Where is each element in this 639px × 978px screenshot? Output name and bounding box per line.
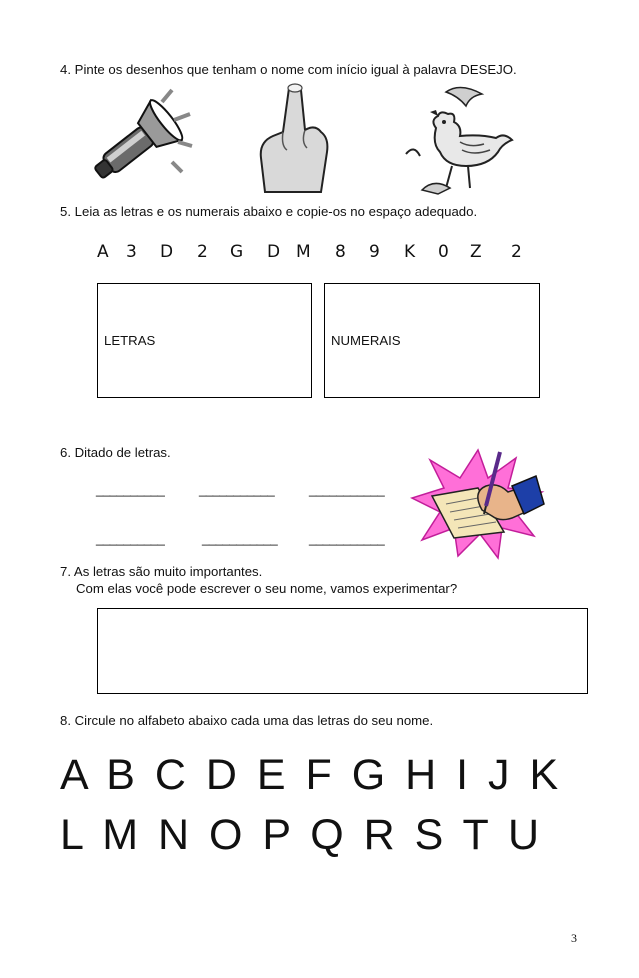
finger-icon	[255, 80, 335, 192]
question-6-text: 6. Ditado de letras.	[60, 445, 171, 460]
letters-box-label: LETRAS	[104, 333, 156, 348]
dictation-blank[interactable]: ___________	[309, 482, 385, 497]
dictation-blank[interactable]: ___________	[202, 531, 278, 546]
question-5-text: 5. Leia as letras e os numerais abaixo e copie-os no espaço adequado.	[60, 204, 478, 219]
dictation-blank[interactable]: ___________	[309, 531, 385, 546]
question-8-text: 8. Circule no alfabeto abaixo cada uma das letras do seu nome.	[60, 713, 434, 728]
question-4-text: 4. Pinte os desenhos que tenham o nome com início igual à palavra DESEJO.	[60, 62, 517, 77]
sequence-char: A	[97, 242, 109, 262]
dictation-blank[interactable]: ___________	[199, 482, 275, 497]
sequence-char: 0	[438, 242, 449, 262]
rooster-icon	[400, 82, 525, 197]
question-7-line1: 7. As letras são muito importantes.	[60, 564, 263, 579]
sequence-char: Z	[470, 242, 482, 262]
sequence-char: 2	[511, 242, 522, 262]
name-writing-box[interactable]	[97, 608, 588, 694]
sequence-char: 3	[126, 242, 137, 262]
dictation-blank[interactable]: __________	[96, 531, 165, 546]
sequence-char: 2	[197, 242, 208, 262]
sequence-char: D	[160, 242, 174, 262]
alphabet-row-1: A B C D E F G H I J K	[60, 751, 563, 799]
sequence-char: G	[230, 242, 244, 262]
sequence-char: 8	[335, 242, 346, 262]
numerals-box-label: NUMERAIS	[331, 333, 401, 348]
dictation-blank[interactable]: __________	[96, 482, 165, 497]
sequence-char: D	[267, 242, 281, 262]
sequence-char: K	[404, 242, 416, 262]
alphabet-row-2: L M N O P Q R S T U	[60, 811, 544, 859]
sequence-char: 9	[369, 242, 380, 262]
sequence-char: M	[296, 242, 311, 262]
question-7-line2: Com elas você pode escrever o seu nome, vamos experimentar?	[76, 581, 458, 596]
flashlight-icon	[82, 88, 192, 193]
page-number: 3	[571, 931, 577, 945]
writing-hand-icon	[412, 448, 544, 560]
